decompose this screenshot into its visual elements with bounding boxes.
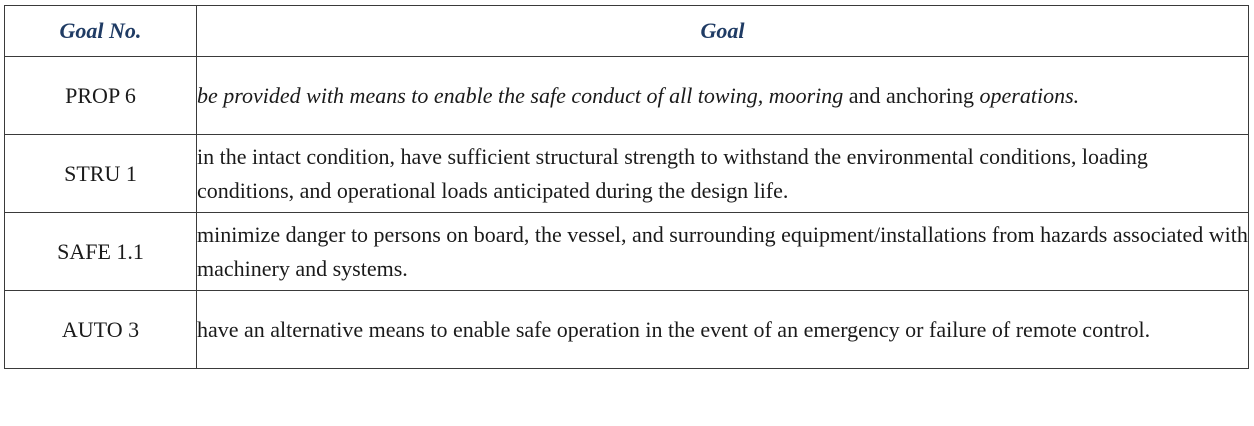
table-row: [5, 57, 1249, 135]
goal-text-segment: in the intact condition, have sufficient structural strength to withstand the environmental conditions, loading conditions, and operational loads anticipated during the design life.: [197, 143, 1148, 203]
goal-number: STRU 1: [5, 135, 197, 213]
goal-text-segment: operations.: [979, 82, 1080, 108]
goal-text-segment: and anchoring: [843, 82, 980, 108]
goal-description: [197, 57, 1249, 135]
table-row: [5, 135, 1249, 213]
goal-text-segment: be provided with means to enable the safe conduct of all towing, mooring: [197, 82, 844, 108]
goal-description: [197, 213, 1249, 291]
goal-number: SAFE 1.1: [5, 213, 197, 291]
goals-table: [4, 5, 1249, 369]
goal-description: [197, 291, 1249, 369]
table-row: [5, 213, 1249, 291]
goal-text-segment: have an alternative means to enable safe operation in the event of an emergency or failure of remote control.: [197, 316, 1151, 342]
goal-text-segment: minimize danger to persons on board, the vessel, and surrounding equipment/installations from hazards associated with machinery and systems.: [197, 221, 1248, 281]
goal-number: AUTO 3: [5, 291, 197, 369]
goal-number: PROP 6: [5, 57, 197, 135]
header-row: [5, 6, 1249, 57]
header-goal: Goal: [197, 6, 1249, 57]
header-goal-no: Goal No.: [5, 6, 197, 57]
goal-description: [197, 135, 1249, 213]
table-row: [5, 291, 1249, 369]
